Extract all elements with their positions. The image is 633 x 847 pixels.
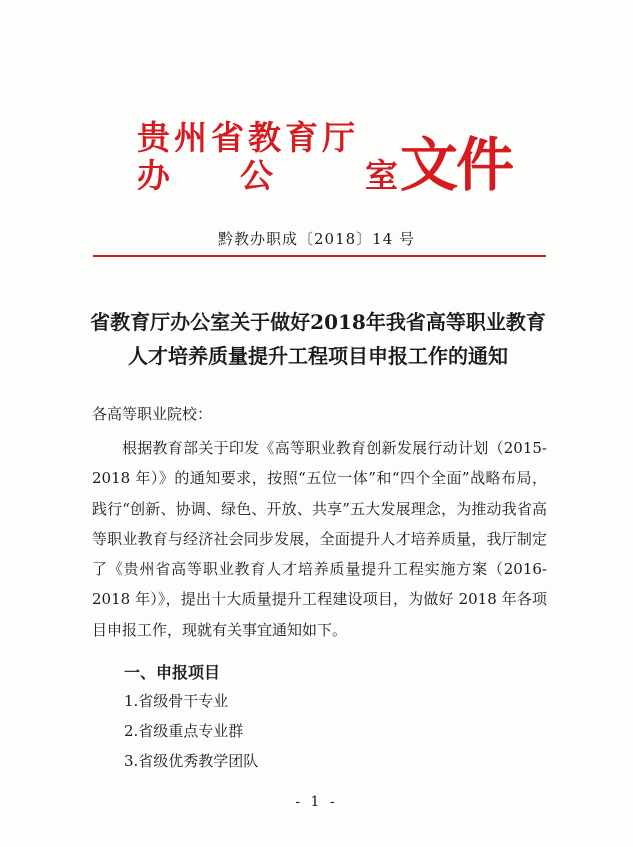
issuer-char-1: 办 [137,156,170,195]
section-heading: 一、申报项目 [124,663,221,682]
body-paragraph: 根据教育部关于印发《高等职业教育创新发展行动计划（2015-2018 年）》的通知要求，按照“五位一体”和“四个全面”战略布局，践行“创新、协调、绿色、开放、共享”五大发展理念，为推动我省高等职业教育与经济社会同步发展，全面提升人才培养质量，我厅制定了《贵州省高等职业教育人才培养质量提升工程实施方案（2016-2018 年）》，提出十大质量提升工程建设项目，为做好 2018 年各项目申报工作，现就有关事宜通知如下。 [92,439,547,639]
red-divider-line [93,255,546,257]
list-item: 1.省级骨干专业 [124,692,229,710]
document-number: 黔教办职成〔2018〕14 号 [217,230,416,248]
issuer-char-2: 公 [240,156,273,195]
notice-title-line1: 省教育厅办公室关于做好2018年我省高等职业教育 [90,310,546,334]
salutation: 各高等职业院校： [92,405,213,423]
notice-title [78,305,558,373]
list-item: 2.省级重点专业群 [124,722,244,740]
page-number: - 1 - [295,794,338,810]
issuer-char-3: 室 [365,156,398,195]
issuer-name-line1: 贵州省教育厅 [137,118,359,157]
document-type-label: 文件 [400,131,513,199]
list-item: 3.省级优秀教学团队 [124,752,259,770]
notice-title-line2: 人才培养质量提升工程项目申报工作的通知 [128,344,508,368]
